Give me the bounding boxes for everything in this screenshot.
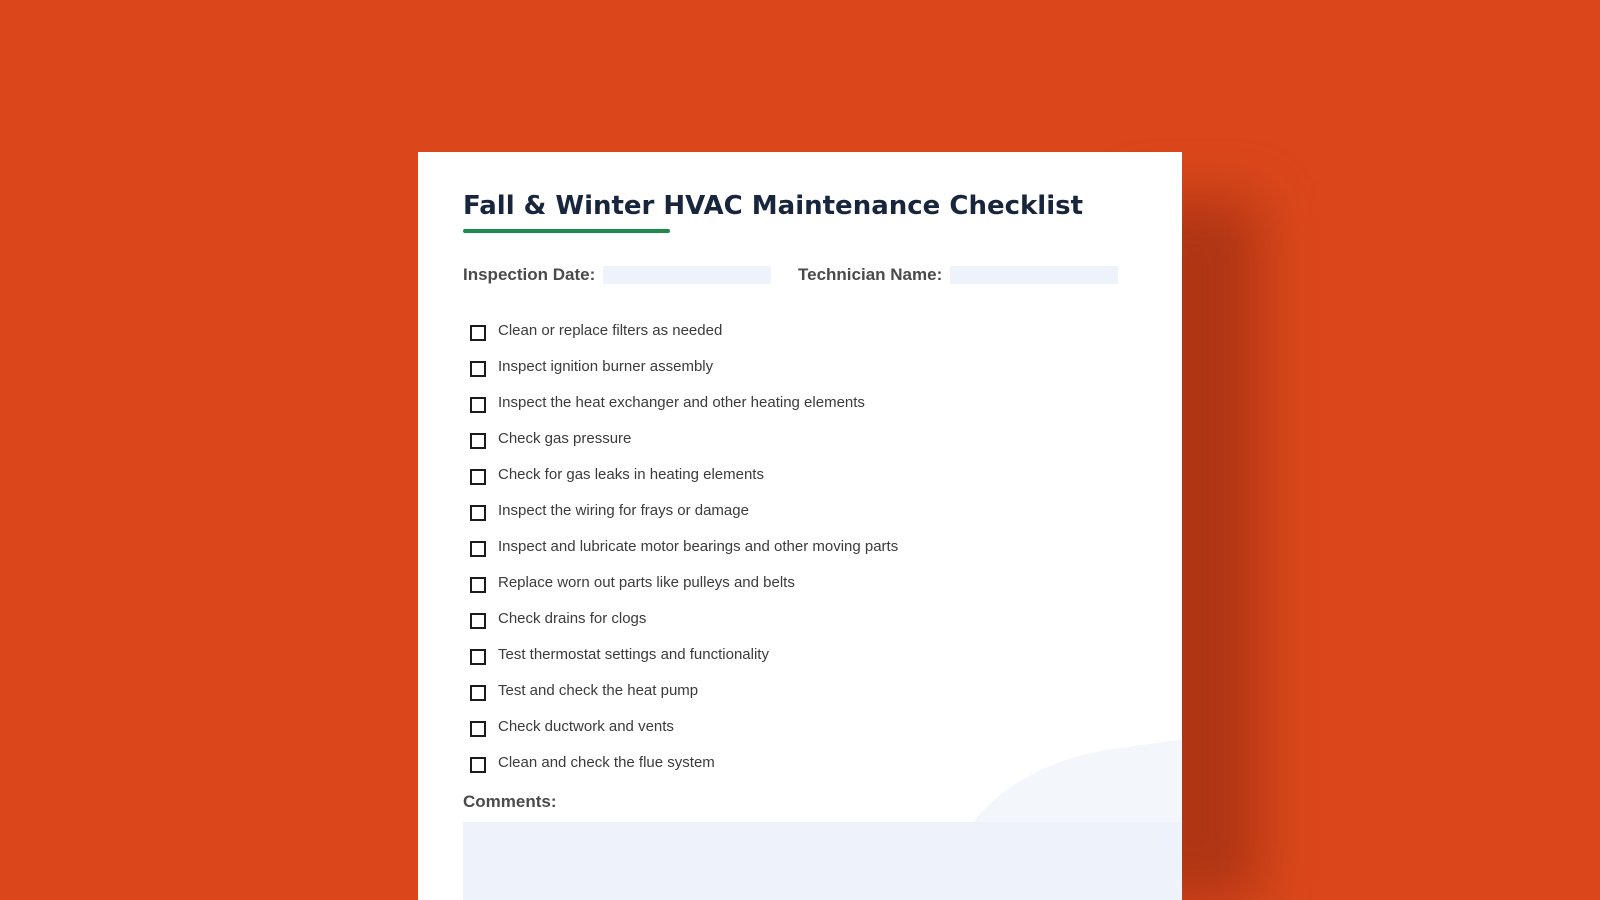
checkbox[interactable] <box>470 469 486 485</box>
checklist-item <box>470 708 898 744</box>
checklist-item <box>470 528 898 564</box>
checkbox[interactable] <box>470 325 486 341</box>
checklist-item <box>470 456 898 492</box>
maintenance-checklist <box>470 312 898 780</box>
checklist-item-label: Inspect and lubricate motor bearings and other moving parts <box>498 537 899 555</box>
checklist-item-label: Test and check the heat pump <box>498 681 699 699</box>
checkbox[interactable] <box>470 505 486 521</box>
checklist-item-label: Check gas pressure <box>498 429 632 447</box>
checklist-item <box>470 600 898 636</box>
technician-name-label: Technician Name: <box>798 265 943 284</box>
comments-label: Comments: <box>463 792 557 811</box>
checkbox[interactable] <box>470 757 486 773</box>
checklist-item <box>470 492 898 528</box>
checklist-item-label: Replace worn out parts like pulleys and belts <box>498 573 795 591</box>
checkbox[interactable] <box>470 577 486 593</box>
checklist-item-label: Clean or replace filters as needed <box>498 321 723 339</box>
checklist-item <box>470 348 898 384</box>
checkbox[interactable] <box>470 433 486 449</box>
checklist-item <box>470 672 898 708</box>
checklist-item <box>470 564 898 600</box>
checklist-item <box>470 420 898 456</box>
checklist-item-label: Inspect the wiring for frays or damage <box>498 501 749 519</box>
checklist-item <box>470 312 898 348</box>
checkbox[interactable] <box>470 361 486 377</box>
page-title: Fall & Winter HVAC Maintenance Checklist <box>463 191 1084 221</box>
comments-field[interactable] <box>463 822 1182 900</box>
checkbox[interactable] <box>470 721 486 737</box>
checklist-item-label: Check drains for clogs <box>498 609 647 627</box>
checklist-sheet <box>418 152 1182 900</box>
checklist-item <box>470 636 898 672</box>
checklist-item <box>470 744 898 780</box>
checklist-item <box>470 384 898 420</box>
technician-name-row <box>798 264 1118 286</box>
checkbox[interactable] <box>470 685 486 701</box>
title-underline <box>463 229 670 233</box>
technician-name-field[interactable] <box>950 266 1118 284</box>
checklist-item-label: Inspect the heat exchanger and other heating elements <box>498 393 865 411</box>
checkbox[interactable] <box>470 613 486 629</box>
checklist-item-label: Clean and check the flue system <box>498 753 715 771</box>
checklist-item-label: Check for gas leaks in heating elements <box>498 465 764 483</box>
checklist-item-label: Check ductwork and vents <box>498 717 674 735</box>
checklist-item-label: Inspect ignition burner assembly <box>498 357 714 375</box>
inspection-date-field[interactable] <box>603 266 771 284</box>
inspection-date-row <box>463 264 771 286</box>
checkbox[interactable] <box>470 649 486 665</box>
checklist-item-label: Test thermostat settings and functionality <box>498 645 769 663</box>
inspection-date-label: Inspection Date: <box>463 265 596 284</box>
checkbox[interactable] <box>470 397 486 413</box>
checkbox[interactable] <box>470 541 486 557</box>
